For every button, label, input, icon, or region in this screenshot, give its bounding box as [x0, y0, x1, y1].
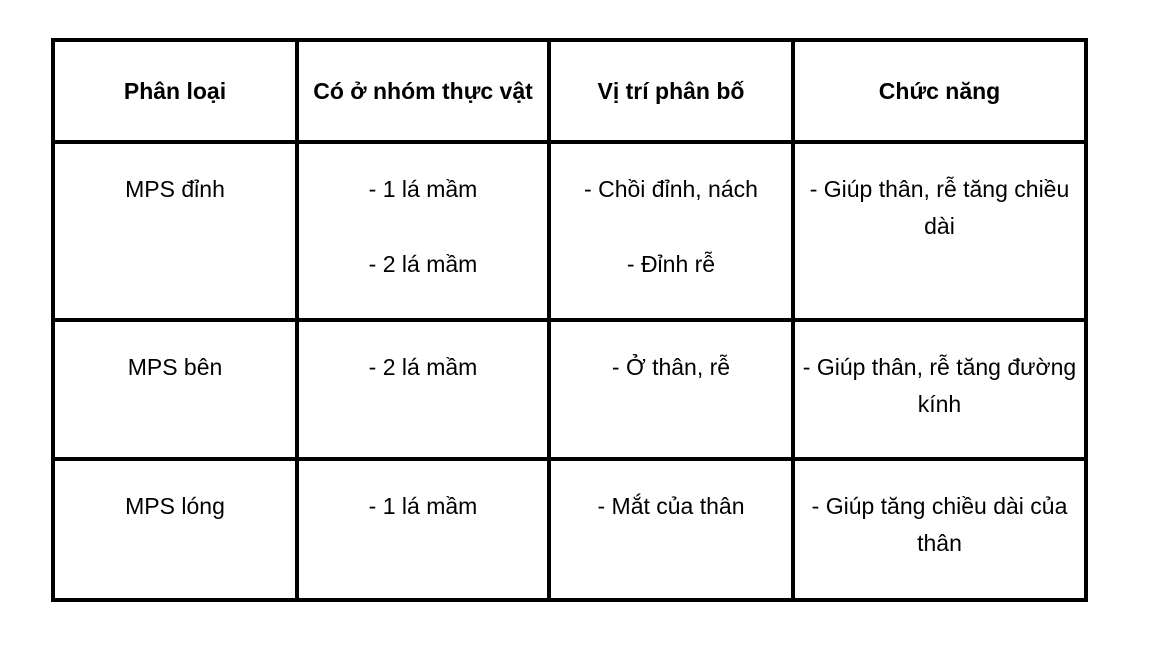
location-text: - Mắt của thân	[597, 493, 745, 519]
location-text: - Ở thân, rễ	[611, 354, 731, 380]
header-classification: Phân loại	[53, 40, 297, 142]
table-header-row	[53, 40, 1086, 142]
cell-locations	[549, 142, 793, 320]
group-text: - 1 lá mầm	[368, 176, 478, 202]
cell-groups	[297, 142, 549, 320]
type-text: MPS đỉnh	[125, 176, 225, 202]
cell-groups	[297, 459, 549, 600]
header-location: Vị trí phân bố	[549, 40, 793, 142]
location-text: - Chồi đỉnh, nách	[584, 176, 758, 202]
table-row	[53, 459, 1086, 600]
type-text: MPS bên	[127, 354, 223, 380]
cell-function	[793, 142, 1086, 320]
group-text: - 2 lá mầm	[368, 354, 478, 380]
cell-function	[793, 459, 1086, 600]
header-plant-group: Có ở nhóm thực vật	[297, 40, 549, 142]
header-function: Chức năng	[793, 40, 1086, 142]
cell-type	[53, 142, 297, 320]
cell-locations	[549, 320, 793, 459]
group-text: - 2 lá mầm	[368, 251, 478, 277]
cell-function	[793, 320, 1086, 459]
function-text: - Giúp thân, rễ tăng đường kính	[802, 354, 1077, 417]
meristem-table	[51, 38, 1088, 602]
cell-type	[53, 459, 297, 600]
location-text: - Đỉnh rễ	[626, 251, 716, 277]
cell-groups	[297, 320, 549, 459]
cell-type	[53, 320, 297, 459]
function-text: - Giúp tăng chiều dài của thân	[811, 493, 1068, 556]
group-text: - 1 lá mầm	[368, 493, 478, 519]
function-text: - Giúp thân, rễ tăng chiều dài	[809, 176, 1070, 239]
type-text: MPS lóng	[125, 493, 225, 519]
table-row	[53, 142, 1086, 320]
table-row	[53, 320, 1086, 459]
cell-locations	[549, 459, 793, 600]
